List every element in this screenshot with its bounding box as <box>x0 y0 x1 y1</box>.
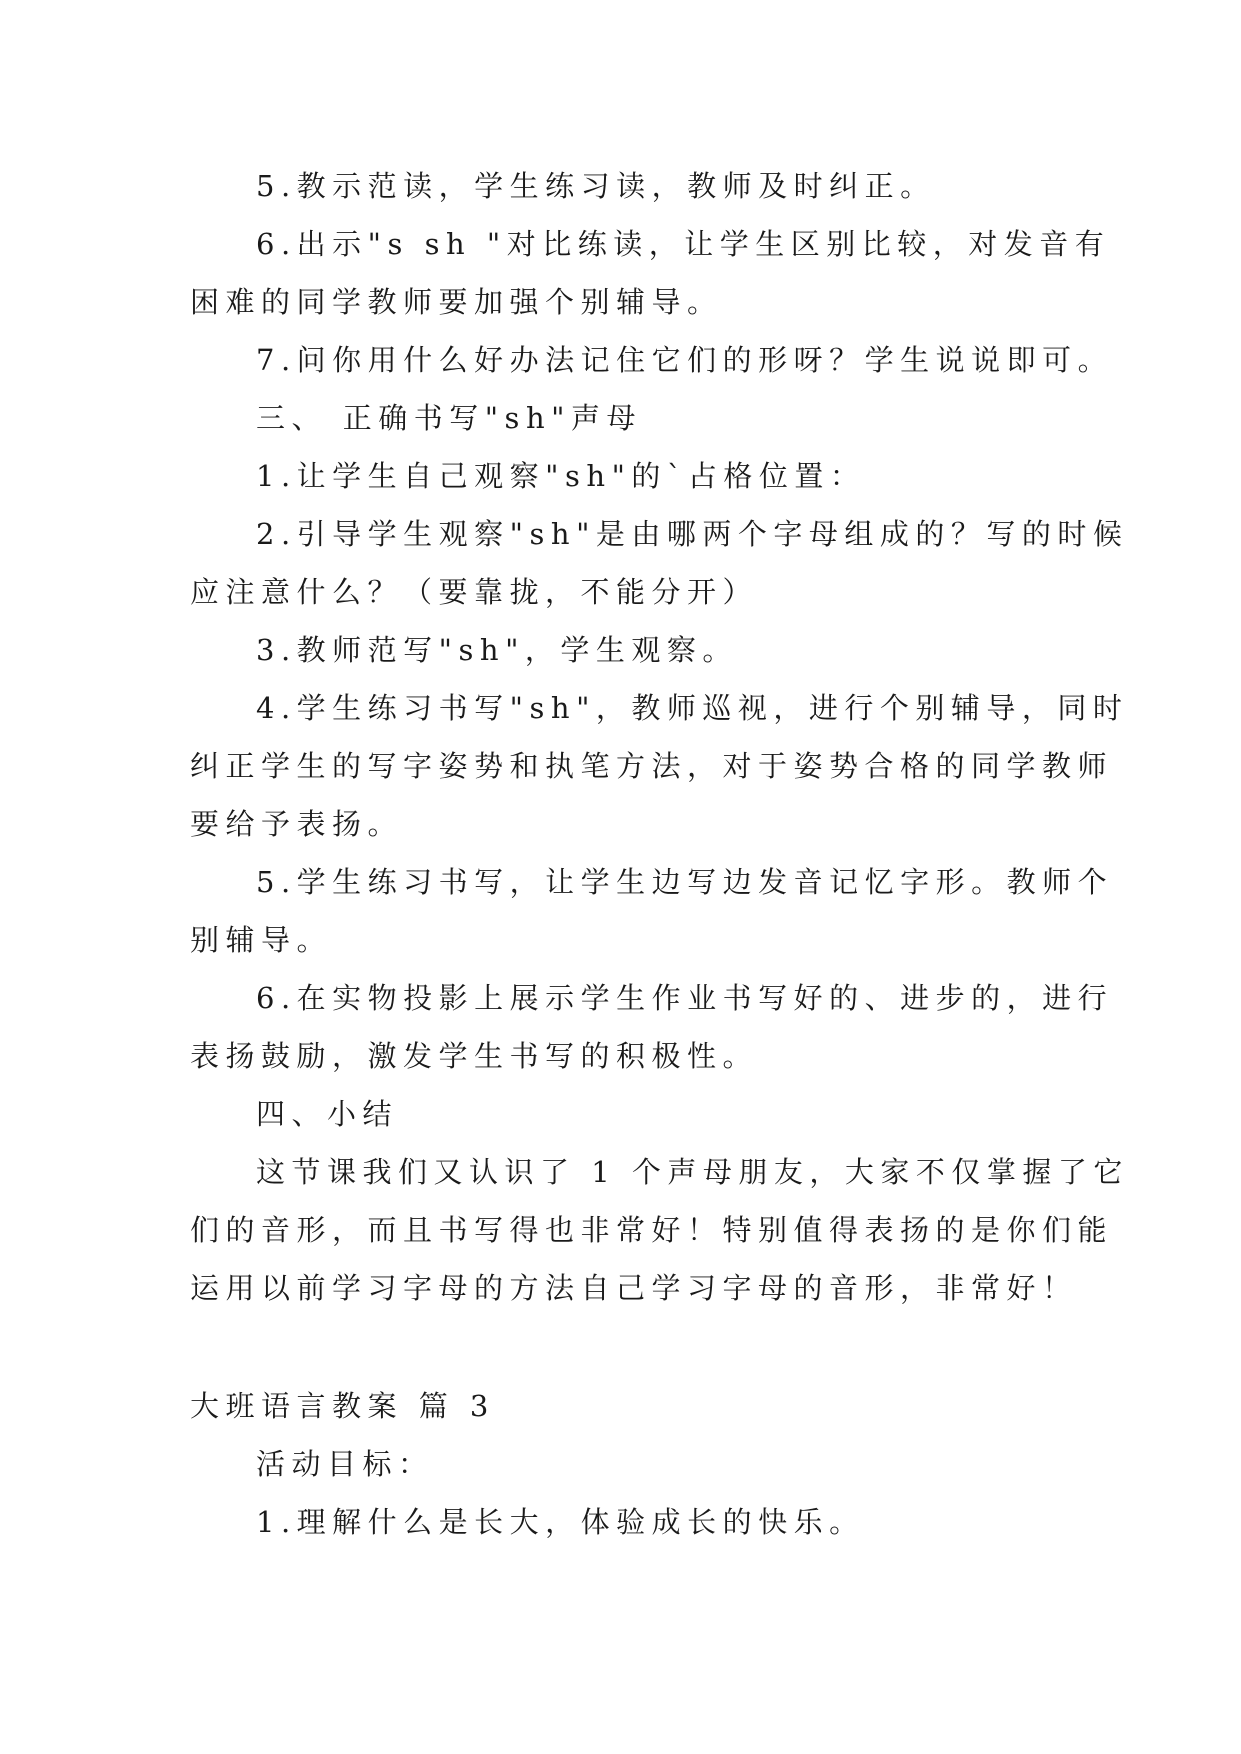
activity-goals-heading: 活动目标： <box>256 1447 434 1481</box>
paragraph-write-3: 3.教师范写"sh"，学生观察。 <box>256 633 738 667</box>
paragraph-write-4-line-3: 要给予表扬。 <box>190 807 404 841</box>
summary-line-1: 这节课我们又认识了 1 个声母朋友，大家不仅掌握了它 <box>256 1155 1129 1189</box>
paragraph-write-4-line-2: 纠正学生的写字姿势和执笔方法，对于姿势合格的同学教师 <box>190 749 1114 783</box>
paragraph-write-5-line-1: 5.学生练习书写，让学生边写边发音记忆字形。教师个 <box>256 865 1114 899</box>
paragraph-step-7: 7.问你用什么好办法记住它们的形呀？学生说说即可。 <box>256 343 1114 377</box>
paragraph-step-6-line-2: 困难的同学教师要加强个别辅导。 <box>190 285 723 319</box>
paragraph-step-5: 5.教示范读，学生练习读，教师及时纠正。 <box>256 169 936 203</box>
paragraph-write-1: 1.让学生自己观察"sh"的`占格位置： <box>256 459 866 493</box>
summary-line-3: 运用以前学习字母的方法自己学习字母的音形，非常好！ <box>190 1271 1078 1305</box>
lesson-title: 大班语言教案 篇 3 <box>190 1389 495 1423</box>
paragraph-write-4-line-1: 4.学生练习书写"sh"，教师巡视，进行个别辅导，同时 <box>256 691 1129 725</box>
section-heading-4: 四、小结 <box>256 1097 399 1131</box>
section-heading-3: 三、 正确书写"sh"声母 <box>256 401 642 435</box>
paragraph-write-5-line-2: 别辅导。 <box>190 923 333 957</box>
activity-goal-1: 1.理解什么是长大，体验成长的快乐。 <box>256 1505 865 1539</box>
paragraph-write-2-line-2: 应注意什么？（要靠拢，不能分开） <box>190 575 759 609</box>
summary-line-2: 们的音形，而且书写得也非常好！特别值得表扬的是你们能 <box>190 1213 1114 1247</box>
paragraph-write-2-line-1: 2.引导学生观察"sh"是由哪两个字母组成的？写的时候 <box>256 517 1129 551</box>
paragraph-write-6-line-2: 表扬鼓励，激发学生书写的积极性。 <box>190 1039 759 1073</box>
paragraph-write-6-line-1: 6.在实物投影上展示学生作业书写好的、进步的，进行 <box>256 981 1114 1015</box>
paragraph-step-6-line-1: 6.出示"s sh "对比练读，让学生区别比较，对发音有 <box>256 227 1111 261</box>
